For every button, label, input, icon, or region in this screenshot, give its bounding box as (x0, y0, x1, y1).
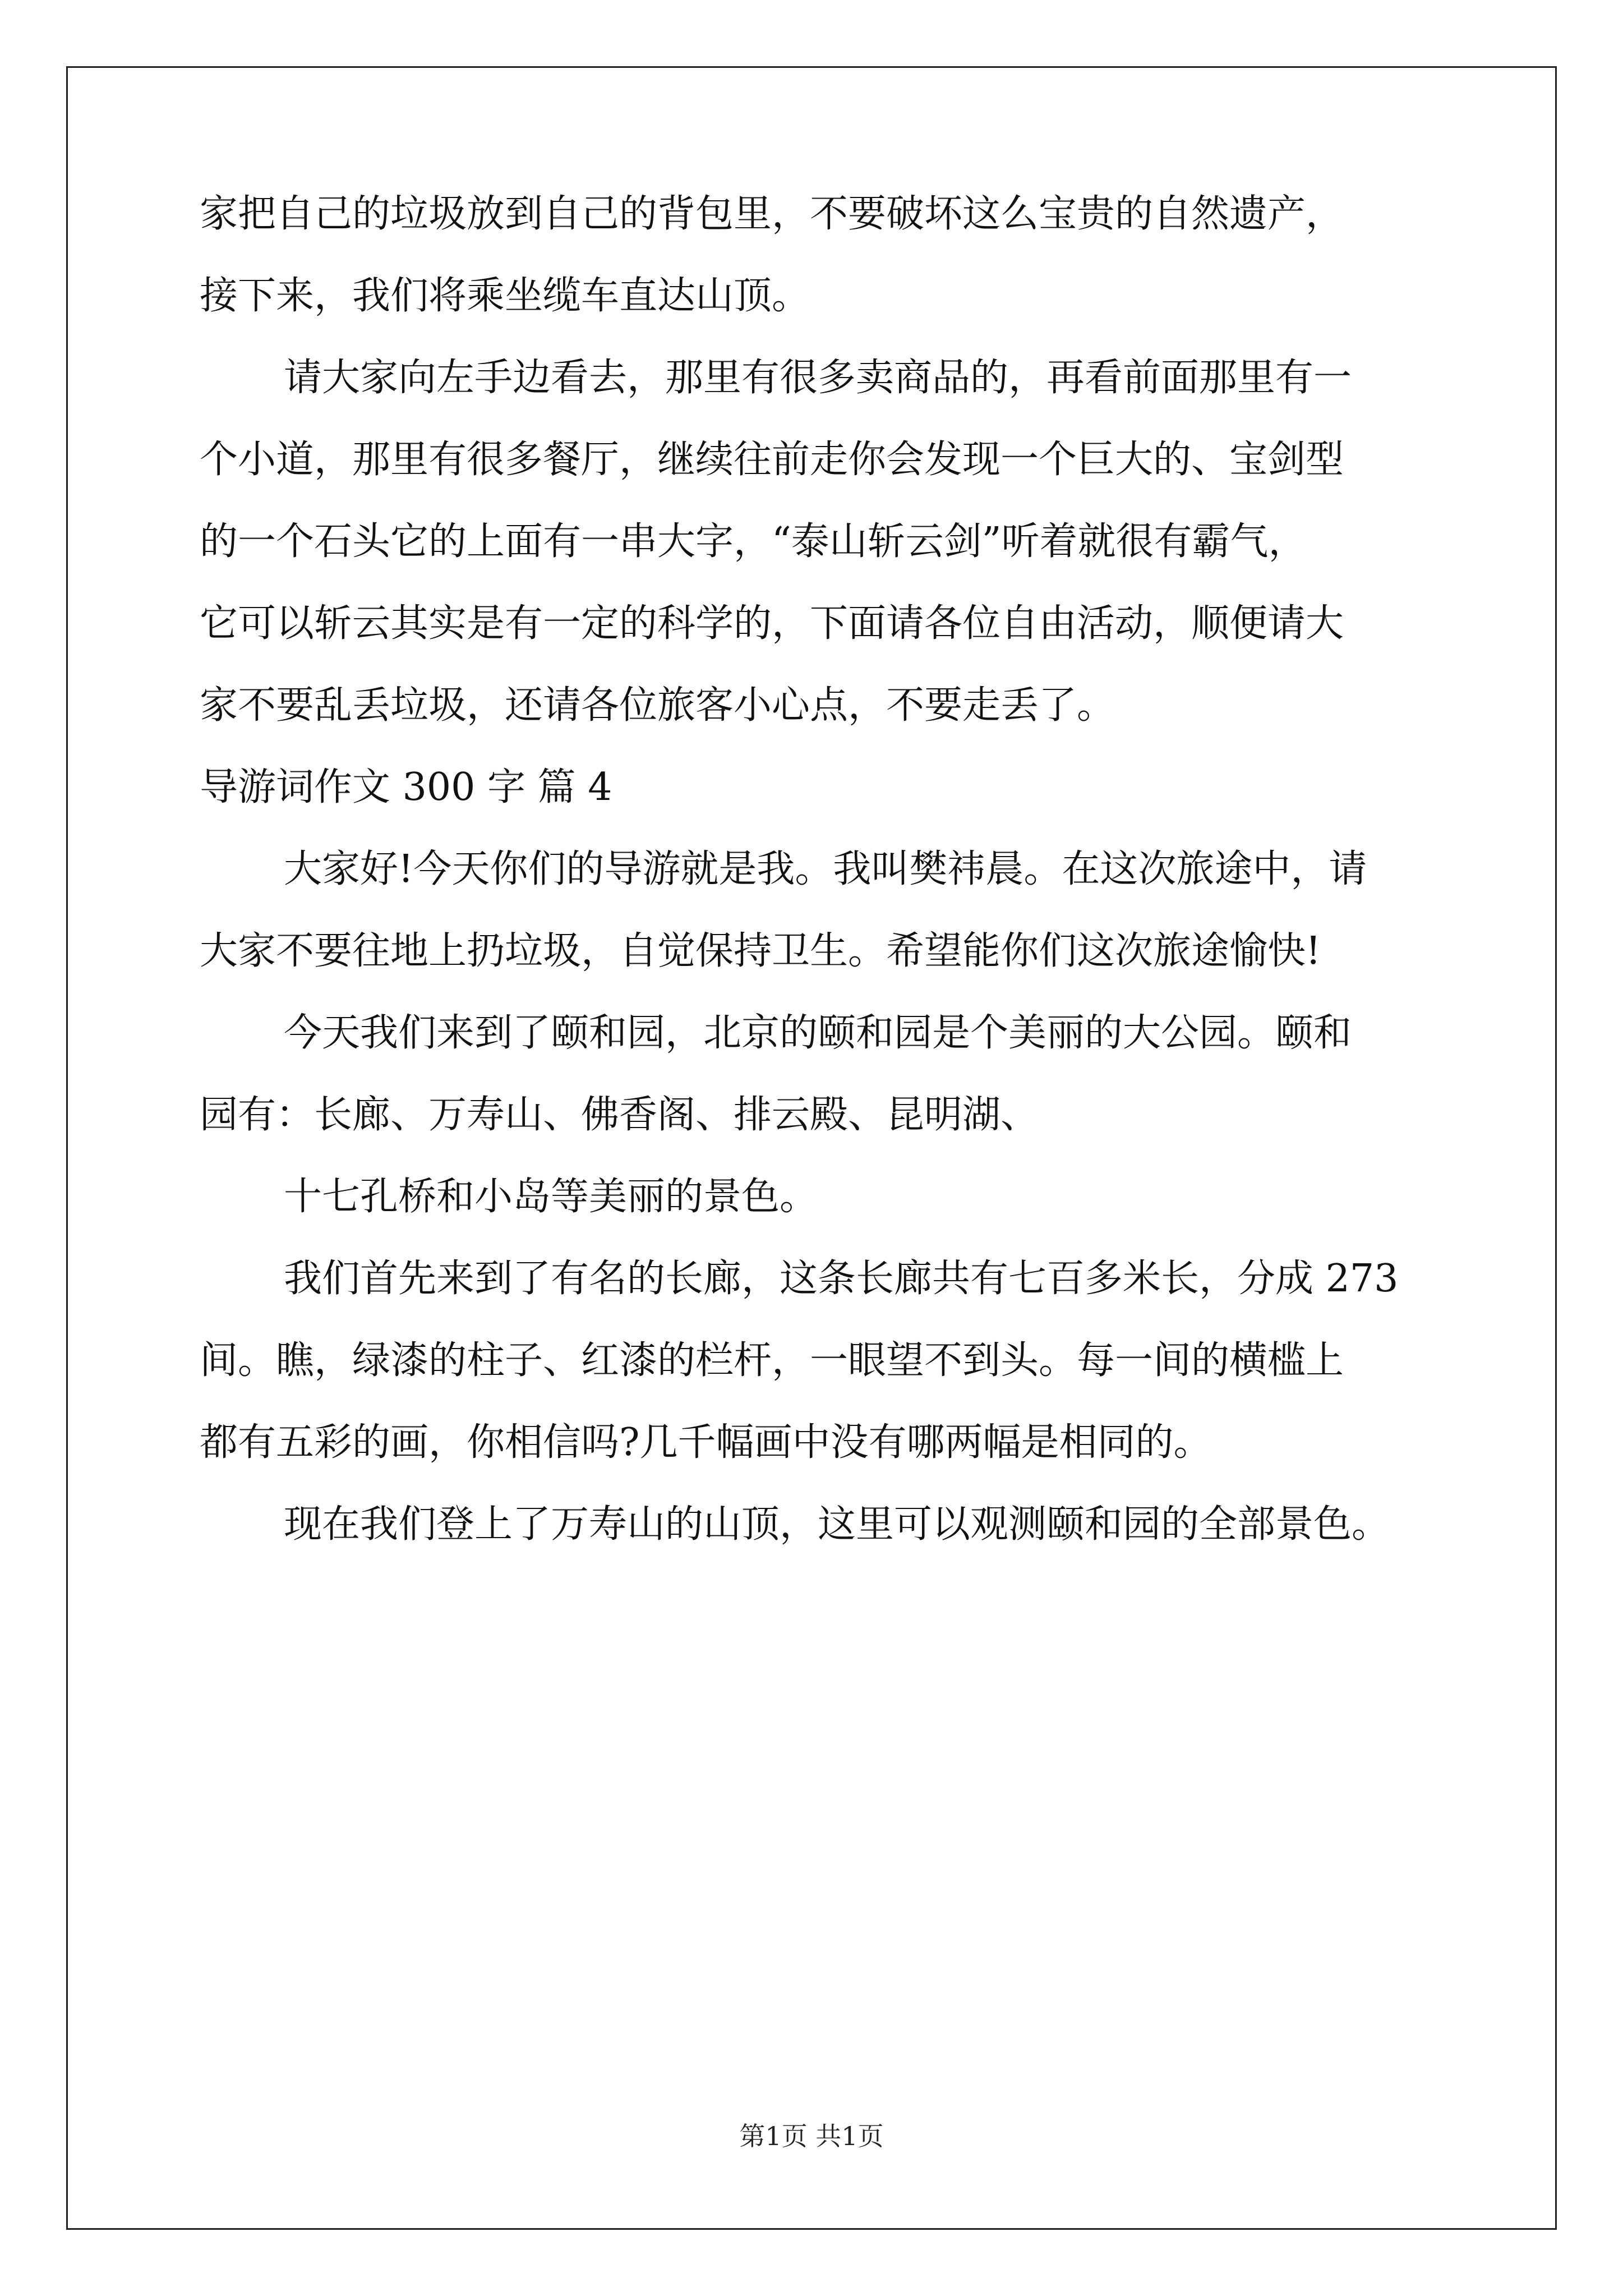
text-line: 我们首先来到了有名的长廊，这条长廊共有七百多米长，分成 273 (284, 1257, 1399, 1301)
text-line: 的一个石头它的上面有一串大字，“泰山斩云剑”听着就很有霸气， (200, 519, 1307, 564)
text-line: 请大家向左手边看去，那里有很多卖商品的，再看前面那里有一 (284, 356, 1352, 400)
text-line: 个小道，那里有很多餐厅，继续往前走你会发现一个巨大的、宝剑型 (200, 438, 1344, 482)
text-line: 它可以斩云其实是有一定的科学的，下面请各位自由活动，顺便请大 (200, 601, 1344, 646)
text-line: 园有：长廊、万寿山、佛香阁、排云殿、昆明湖、 (200, 1093, 1039, 1137)
text-line: 今天我们来到了颐和园，北京的颐和园是个美丽的大公园。颐和 (284, 1011, 1352, 1055)
text-line: 接下来，我们将乘坐缆车直达山顶。 (200, 274, 810, 318)
text-line: 大家好!今天你们的导游就是我。我叫樊祎晨。在这次旅途中，请 (284, 847, 1367, 891)
text-line: 都有五彩的画，你相信吗?几千幅画中没有哪两幅是相同的。 (200, 1420, 1212, 1465)
text-line: 十七孔桥和小岛等美丽的景色。 (284, 1175, 818, 1219)
text-line: 家不要乱丢垃圾，还请各位旅客小心点，不要走丢了。 (200, 683, 1115, 728)
section-heading: 导游词作文 300 字 篇 4 (200, 765, 612, 809)
text-line: 家把自己的垃圾放到自己的背包里，不要破坏这么宝贵的自然遗产， (200, 192, 1344, 236)
text-line: 大家不要往地上扔垃圾，自觉保持卫生。希望能你们这次旅途愉快! (200, 929, 1321, 973)
text-line: 间。瞧，绿漆的柱子、红漆的栏杆，一眼望不到头。每一间的横槛上 (200, 1338, 1344, 1383)
page-footer: 第1页 共1页 (739, 2121, 884, 2151)
text-line: 现在我们登上了万寿山的山顶，这里可以观测颐和园的全部景色。 (284, 1502, 1390, 1547)
